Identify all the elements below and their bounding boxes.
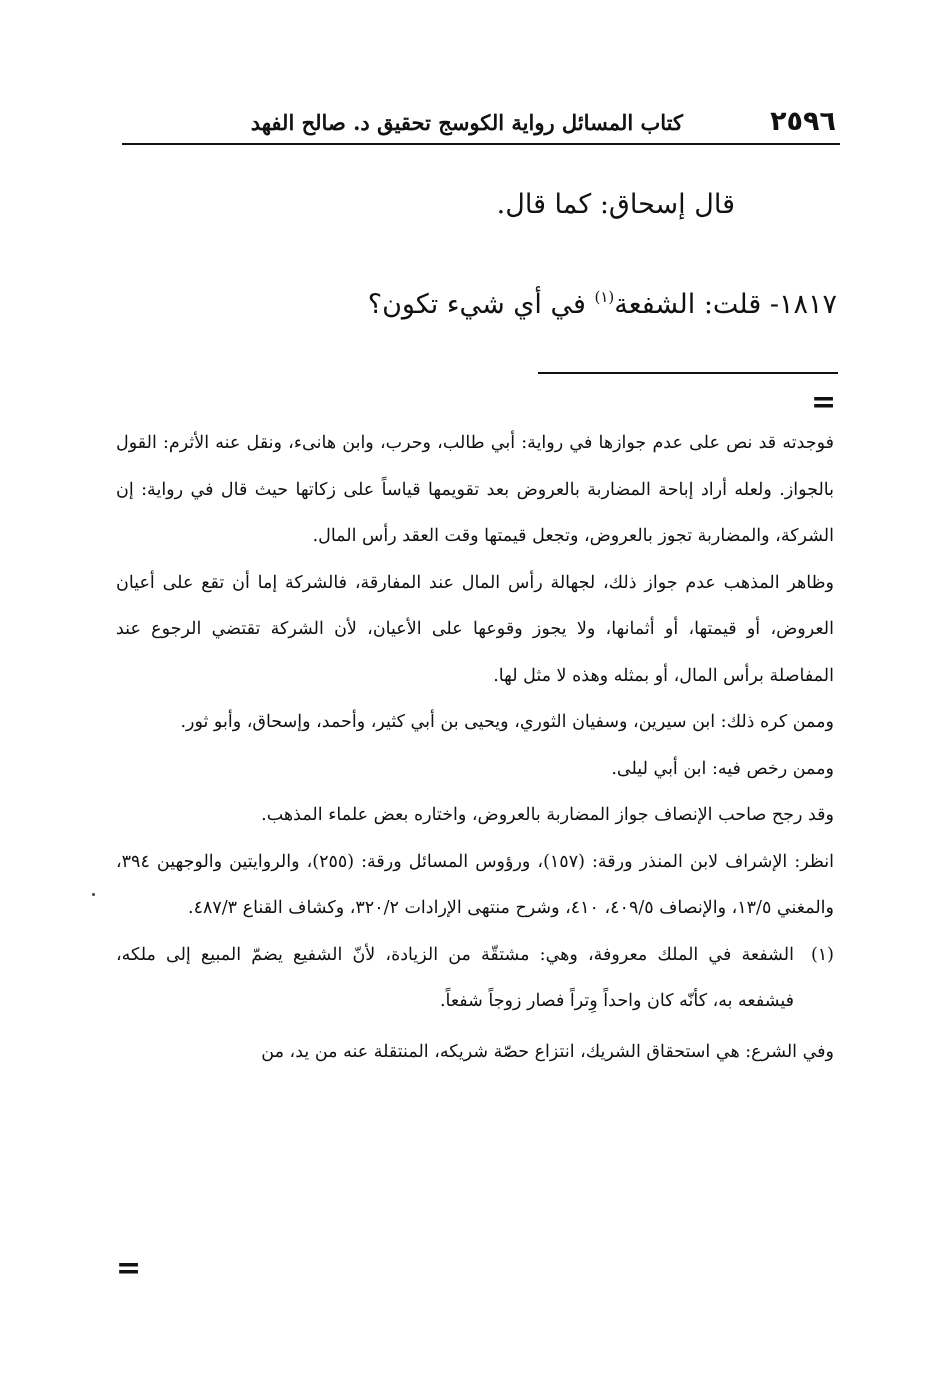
note-paragraph: وظاهر المذهب عدم جواز ذلك، لجهالة رأس المال عند المفارقة، فالشركة إما أن تقع على أعيان العروض، أو قيمتها، أو أثمانها، ولا يجوز وقوعها على الأعيان، لأن الشركة تقتضي الرجوع عند المفاصلة برأس المال، أو بمثله وهذه لا مثل لها. xyxy=(116,572,834,686)
footnotes-section xyxy=(116,420,834,1075)
footnote-text: الشفعة في الملك معروفة، وهي: مشتقّة من الزيادة، لأنّ الشفيع يضمّ المبيع إلى ملكه، فيشفعه به، كأنّه كان واحداً وِتراً فصار زوجاً شفعاً. xyxy=(116,944,794,1011)
main-text-line: قال إسحاق: كما قال. xyxy=(496,189,735,220)
footnote-marker: (١) xyxy=(810,944,834,965)
header-rule xyxy=(122,143,840,145)
note-paragraph: وممن كره ذلك: ابن سيرين، وسفيان الثوري، ويحيى بن أبي كثير، وأحمد، وإسحاق، وأبو ثور. xyxy=(180,712,834,732)
page-header xyxy=(122,104,838,144)
note-paragraph: انظر: الإشراف لابن المنذر ورقة: (١٥٧)، ورؤوس المسائل ورقة: (٢٥٥)، والروايتين والوجهين ٣٩٤، والمغني ١٣/٥، والإنصاف ٤٠٩/٥، ٤١٠، وشرح منتهى الإرادات ٣٢٠/٢، وكشاف القناع ٤٨٧/٣. xyxy=(116,851,834,918)
footnote-text-continued: وفي الشرع: هي استحقاق الشريك، انتزاع حصّة شريكه، المنتقلة عنه من يد، من xyxy=(261,1041,834,1062)
question-heading xyxy=(368,283,837,327)
continuation-mark-top: = xyxy=(811,385,837,420)
footnote-1 xyxy=(116,932,834,1025)
note-paragraph: وقد رجح صاحب الإنصاف جواز المضاربة بالعروض، واختاره بعض علماء المذهب. xyxy=(261,805,834,825)
continuation-mark-bottom: = xyxy=(116,1251,142,1286)
footnote-reference: (١) xyxy=(594,288,615,306)
footnote-separator-rule xyxy=(538,372,838,374)
running-title: كتاب المسائل رواية الكوسج تحقيق د. صالح الفهد xyxy=(250,110,683,135)
note-paragraph: وممن رخص فيه: ابن أبي ليلى. xyxy=(611,758,834,779)
question-start: ١٨١٧- قلت: الشفعة xyxy=(614,289,837,320)
scan-speck xyxy=(92,893,95,896)
note-paragraph: فوجدته قد نص على عدم جوازها في رواية: أبي طالب، وحرب، وابن هانىء، ونقل عنه الأثرم: القول بالجواز. ولعله أراد إباحة المضاربة بالعروض بعد تقويمها قياساً على زكاتها حيث قال في رواية: إن الشركة، والمضاربة تجوز بالعروض، وتجعل قيمتها وقت العقد رأس المال. xyxy=(116,433,834,546)
page-number: ٢٥٩٦ xyxy=(770,106,836,137)
question-end: في أي شيء تكون؟ xyxy=(367,289,595,320)
